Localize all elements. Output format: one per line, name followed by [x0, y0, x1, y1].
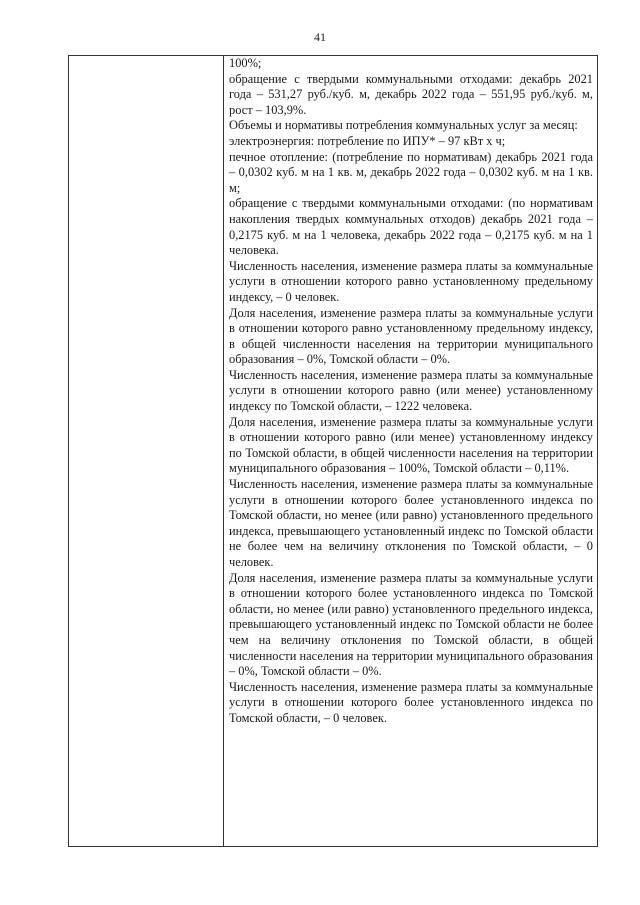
- paragraph: обращение с твердыми коммунальными отходами: (по нормативам накопления твердых коммунальных отходов) декабрь 2021 года – 0,2175 куб. м на 1 человека, декабрь 2022 года – 0,2175 куб. м на 1 человека.: [229, 196, 593, 258]
- paragraph: печное отопление: (потребление по нормативам) декабрь 2021 года – 0,0302 куб. м на 1 кв. м, декабрь 2022 года – 0,0302 куб. м на 1 кв. м;: [229, 149, 593, 195]
- paragraph: Доля населения, изменение размера платы за коммунальные услуги в отношении которого равно (или менее) установленному индексу по Томской области, в общей численности населения на территории муниципального образования – 100%, Томской области – 0,11%.: [229, 414, 593, 476]
- paragraph: Численность населения, изменение размера платы за коммунальные услуги в отношении которого более установленного индекса по Томской области, – 0 человек.: [229, 679, 593, 725]
- paragraph: обращение с твердыми коммунальными отходами: декабрь 2021 года – 531,27 руб./куб. м, декабрь 2022 года – 551,95 руб./куб. м, рост – 103,9%.: [229, 71, 593, 117]
- table-right-cell: [229, 56, 593, 727]
- paragraph: Доля населения, изменение размера платы за коммунальные услуги в отношении которого более установленного индекса по Томской области, но менее (или равно) установленного предельного индекса, превышающего установленный индекс по Томской области не более чем на величину отклонения по Томской области, в общей численности населения на территории муниципального образования – 0%, Томской области – 0%.: [229, 570, 593, 679]
- page-number: 41: [314, 30, 326, 44]
- paragraph: Доля населения, изменение размера платы за коммунальные услуги в отношении которого равно установленному предельному индексу, в общей численности населения на территории муниципального образования – 0%, Томской области – 0%.: [229, 305, 593, 367]
- table-left-cell: [69, 56, 223, 846]
- paragraph: Численность населения, изменение размера платы за коммунальные услуги в отношении которого равно (или менее) установленному индексу по Томской области, – 1222 человека.: [229, 367, 593, 414]
- paragraph: Объемы и нормативы потребления коммунальных услуг за месяц:: [229, 118, 578, 133]
- paragraph: Численность населения, изменение размера платы за коммунальные услуги в отношении которого более установленного индекса по Томской области, но менее (или равно) установленного предельного индекса, превышающего установленный индекс по Томской области не более чем на величину отклонения по Томской области, – 0 человек.: [229, 477, 593, 569]
- paragraph: Численность населения, изменение размера платы за коммунальные услуги в отношении которого равно установленному предельному индексу, – 0 человек.: [229, 258, 593, 304]
- column-divider: [223, 56, 224, 846]
- document-table: [68, 55, 598, 847]
- paragraph: электроэнергия: потребление по ИПУ* – 97 кВт х ч;: [229, 133, 506, 148]
- paragraph: 100%;: [229, 56, 262, 70]
